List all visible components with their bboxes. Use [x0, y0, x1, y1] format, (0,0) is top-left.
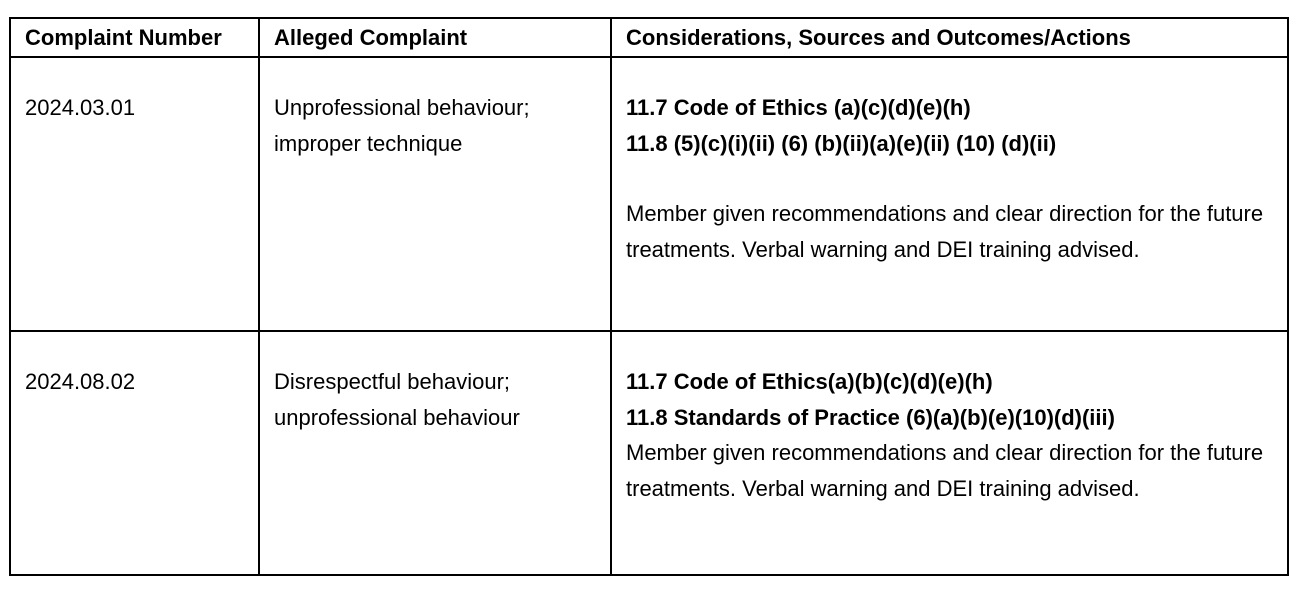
complaint-number-cell [10, 57, 259, 331]
header-complaint-number: Complaint Number [10, 18, 259, 57]
complaint-number: 2024.03.01 [25, 95, 136, 120]
header-row [10, 18, 1288, 57]
header-alleged-complaint: Alleged Complaint [259, 18, 611, 57]
alleged-complaint-line: unprofessional behaviour [274, 404, 520, 430]
considerations-cell [611, 57, 1288, 331]
considerations-cell [611, 331, 1288, 575]
alleged-complaint-cell [259, 331, 611, 575]
reference-line: 11.8 Standards of Practice (6)(a)(b)(e)(10)(d)(iii) [626, 404, 1115, 430]
alleged-complaint-cell [259, 57, 611, 331]
reference-line: 11.7 Code of Ethics (a)(c)(d)(e)(h) [626, 95, 971, 120]
reference-line: 11.8 (5)(c)(i)(ii) (6) (b)(ii)(a)(e)(ii) (10) (d)(ii) [626, 130, 1057, 156]
alleged-complaint-line: improper technique [274, 130, 463, 156]
alleged-complaint-line: Disrespectful behaviour; [274, 369, 511, 394]
outcome-text: Member given recommendations and clear direction for the future treatments. Verbal warning and DEI training advised. [626, 201, 1264, 262]
complaints-table [9, 17, 1289, 576]
table-row [10, 331, 1288, 575]
outcome-text: Member given recommendations and clear direction for the future treatments. Verbal warning and DEI training advised. [626, 440, 1264, 501]
complaint-number: 2024.08.02 [25, 369, 136, 394]
complaint-number-cell [10, 331, 259, 575]
table-row [10, 57, 1288, 331]
reference-line: 11.7 Code of Ethics(a)(b)(c)(d)(e)(h) [626, 369, 993, 394]
header-considerations: Considerations, Sources and Outcomes/Actions [611, 18, 1288, 57]
alleged-complaint-line: Unprofessional behaviour; [274, 95, 530, 120]
